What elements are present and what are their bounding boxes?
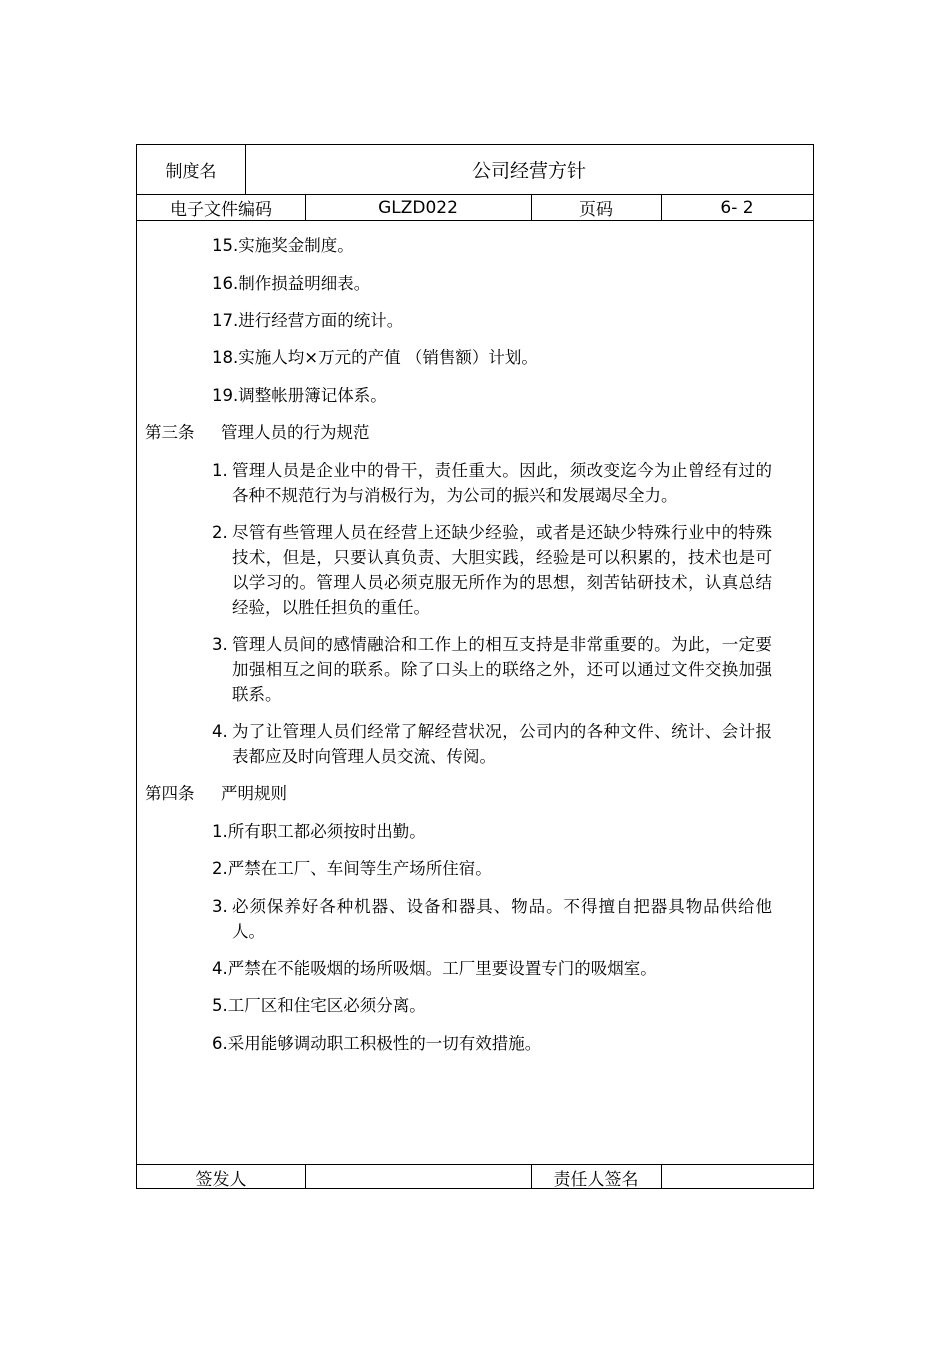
list-item: 15.实施奖金制度。 [212, 236, 354, 255]
doc-title: 公司经营方针 [471, 160, 586, 182]
section-title: 管理人员的行为规范 [221, 423, 370, 442]
doc-name-label: 制度名 [165, 162, 217, 182]
section-label: 第四条 [145, 784, 195, 803]
responsible-value [661, 1165, 813, 1189]
section-heading [145, 420, 370, 445]
list-item: 17.进行经营方面的统计。 [212, 311, 404, 330]
document-frame: 制度名 公司经营方针 电子文件编码 GLZD022 页码 6- 2 15.实施奖金制度。 16.制作损益明细表。 17.进行经营方面的统计。 18.实施人均×万元的产值 （销售额）计划。 19.调整帐册簿记体系。 第三条 管理人员的行为规范 1. 管理人员是企业中的骨干，责任重大。因此，须改变迄今为止曾经有过的各种不规范行为与消极行为，为公司的振兴和发展竭尽全力。 2. 尽管有些管理人员在经营上还缺少经验，或者是还缺少特殊行业中的特殊技术，但是，只要认真负责、大胆实践，经验是可以积累的，技术也是可以学习的。管理人员必须克服无所作为的思想，刻苦钻研技术，认真总结经验，以胜任担负的重任。 3. 管理人员间的感情融洽和工作上的相互支持是非常重要的。为此，一定要加强相互之间的联系。除了口头上的联络之外，还可以通过文件交换加强联系。 4. 为了让管理人员们经常了解经营状况，公司内的各种文件、统计、会计报表都应及时向管理人员交流、传阅。 第四条 严明规则 1.所有职工都必须按时出勤。 2.严禁在工厂、车间等生产场所住宿。 3. 必须保养好各种机器、设备和器具、物品。不得擅自把器具物品供给他人。 4.严禁在不能吸烟的场所吸烟。工厂里要设置专门的吸烟室。 5.工厂区和住宅区必须分离。 6.采用能够调动职工积极性的一切有效措施。 签发人 责任人签名 [136, 144, 814, 1189]
list-item: 4.严禁在不能吸烟的场所吸烟。工厂里要设置专门的吸烟室。 [212, 959, 657, 978]
issuer-label: 签发人 [195, 1169, 247, 1190]
section-title: 严明规则 [221, 784, 287, 803]
issuer-value [305, 1165, 531, 1189]
list-item: 6.采用能够调动职工积极性的一切有效措施。 [212, 1034, 542, 1053]
list-item: 19.调整帐册簿记体系。 [212, 386, 387, 405]
list-item: 18.实施人均×万元的产值 （销售额）计划。 [212, 348, 538, 367]
list-item: 5.工厂区和住宅区必须分离。 [212, 996, 426, 1015]
responsible-label: 责任人签名 [553, 1169, 639, 1190]
code-value: GLZD022 [378, 197, 458, 218]
page-value: 6- 2 [720, 197, 754, 218]
list-item: 16.制作损益明细表。 [212, 274, 371, 293]
list-item: 1.所有职工都必须按时出勤。 [212, 822, 426, 841]
code-label: 电子文件编码 [170, 200, 272, 220]
page-label: 页码 [579, 200, 613, 220]
section-label: 第三条 [145, 423, 195, 442]
divider [137, 220, 813, 221]
list-item: 2.严禁在工厂、车间等生产场所住宿。 [212, 859, 492, 878]
section-heading [145, 781, 287, 806]
